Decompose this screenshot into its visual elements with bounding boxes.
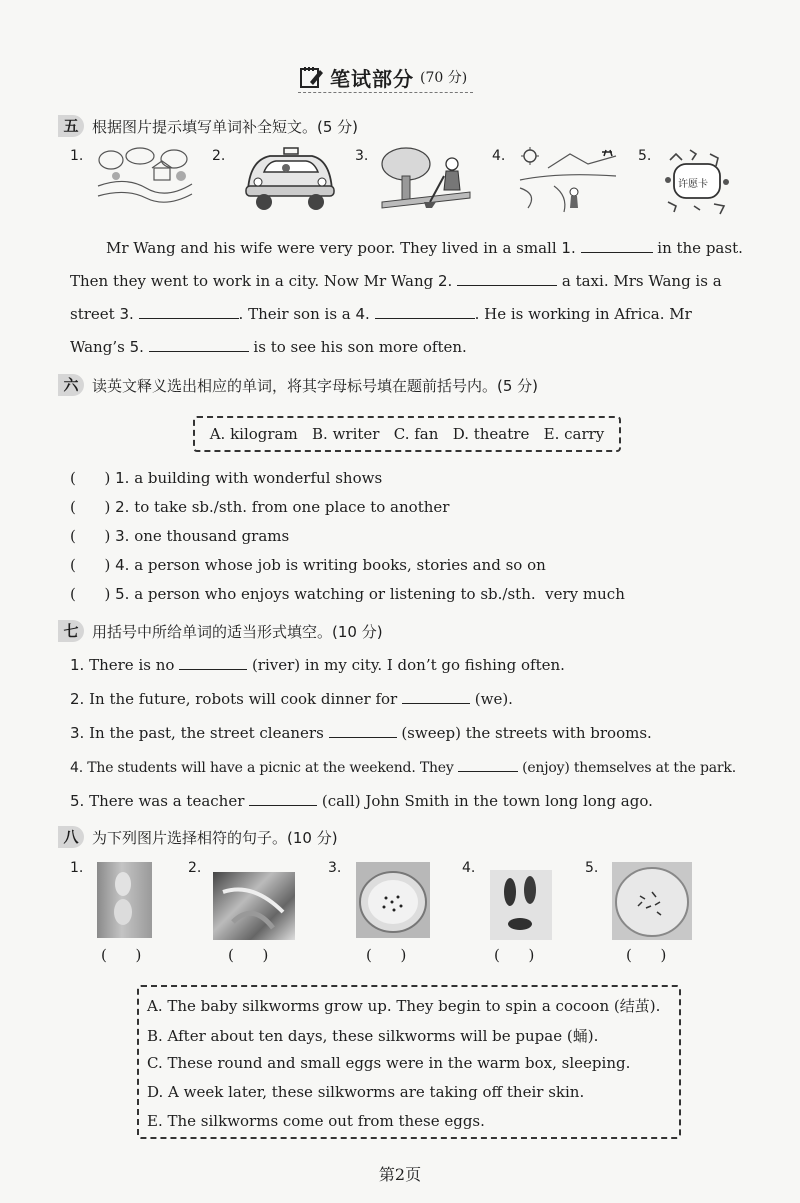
answer-blank[interactable] xyxy=(402,689,470,704)
section-7-instruction: 用括号中所给单词的适当形式填空。(10 分) xyxy=(92,622,383,641)
egg-dish-icon xyxy=(356,862,430,938)
title-score: (70 分) xyxy=(420,70,468,86)
word-options-box xyxy=(193,416,621,452)
list-item: 1. There is no (river) in my city. I don’t go fishing often. xyxy=(70,656,565,674)
answer-blank[interactable] xyxy=(179,655,247,670)
sentence-option: A. The baby silkworms grow up. They begin to spin a cocoon (结茧). xyxy=(147,997,661,1015)
list-item: ( ) 2. to take sb./sth. from one place to another xyxy=(70,498,450,516)
picture-number: 5. xyxy=(638,148,652,164)
answer-paren[interactable]: ( ) xyxy=(101,946,142,964)
list-item: 5. There was a teacher (call) John Smith in the town long long ago. xyxy=(70,792,653,810)
silkworm-photo-2 xyxy=(213,872,295,940)
list-item: 3. In the past, the street cleaners (sweep) the streets with brooms. xyxy=(70,724,652,742)
page-number: 第2页 xyxy=(378,1165,422,1184)
picture-number: 1. xyxy=(70,148,84,164)
silkworm-photo-1 xyxy=(97,862,152,938)
answer-paren[interactable]: ( ) xyxy=(70,498,111,516)
passage-line: street 3. . Their son is a 4. . He is working in Africa. Mr xyxy=(70,305,692,323)
section-6-header xyxy=(58,374,538,396)
word-options: A. kilogram B. writer C. fan D. theatre E. carry xyxy=(209,425,605,443)
passage-line: Mr Wang and his wife were very poor. They lived in a small 1. in the past. xyxy=(106,239,743,257)
picture-number: 2. xyxy=(188,860,202,876)
answer-paren[interactable]: ( ) xyxy=(366,946,407,964)
wish-card-label: 许愿卡 xyxy=(678,179,708,190)
section-7-number: 七 xyxy=(58,620,84,642)
answer-paren[interactable]: ( ) xyxy=(70,556,111,574)
answer-blank[interactable] xyxy=(458,757,518,772)
picture-number: 4. xyxy=(492,148,506,164)
section-title xyxy=(298,62,473,93)
picture-number: 5. xyxy=(585,860,599,876)
passage-line: Then they went to work in a city. Now Mr Wang 2. a taxi. Mrs Wang is a xyxy=(70,272,722,290)
answer-blank[interactable] xyxy=(139,304,239,319)
answer-blank[interactable] xyxy=(457,271,557,286)
hatching-worms-icon xyxy=(612,862,692,940)
section-5-number: 五 xyxy=(58,115,84,137)
list-item: ( ) 3. one thousand grams xyxy=(70,527,290,545)
section-7-header xyxy=(58,620,383,642)
picture-number: 2. xyxy=(212,148,226,164)
list-item: 2. In the future, robots will cook dinner for (we). xyxy=(70,690,513,708)
section-6-number: 六 xyxy=(58,374,84,396)
answer-paren[interactable]: ( ) xyxy=(228,946,269,964)
silkworm-photo-5 xyxy=(612,862,692,940)
answer-paren[interactable]: ( ) xyxy=(626,946,667,964)
picture-number: 3. xyxy=(328,860,342,876)
street-cleaner-icon xyxy=(378,146,474,212)
answer-blank[interactable] xyxy=(375,304,475,319)
answer-paren[interactable]: ( ) xyxy=(70,469,111,487)
sentence-option: D. A week later, these silkworms are taking off their skin. xyxy=(147,1083,585,1101)
section-6-instruction: 读英文释义选出相应的单词，将其字母标号填在题前括号内。(5 分) xyxy=(92,376,539,395)
list-item: ( ) 4. a person whose job is writing books, stories and so on xyxy=(70,556,546,574)
section-8-instruction: 为下列图片选择相符的句子。(10 分) xyxy=(92,828,338,847)
answer-paren[interactable]: ( ) xyxy=(70,585,111,603)
list-item: ( ) 5. a person who enjoys watching or listening to sb./sth. very much xyxy=(70,585,625,603)
answer-blank[interactable] xyxy=(149,337,249,352)
answer-blank[interactable] xyxy=(581,238,653,253)
sentence-option: C. These round and small eggs were in the warm box, sleeping. xyxy=(147,1054,631,1072)
cocoon-icon xyxy=(97,862,152,938)
list-item: ( ) 1. a building with wonderful shows xyxy=(70,469,383,487)
answer-paren[interactable]: ( ) xyxy=(494,946,535,964)
africa-landscape-icon xyxy=(518,146,618,214)
taxi-car-icon xyxy=(240,146,340,212)
silkworm-photo-4 xyxy=(490,870,552,940)
answer-paren[interactable]: ( ) xyxy=(70,527,111,545)
leaf-silkworm-icon xyxy=(213,872,295,940)
list-item: 4. The students will have a picnic at the weekend. They (enjoy) themselves at the park. xyxy=(70,757,736,776)
title-text: 笔试部分 xyxy=(330,66,414,91)
section-8-number: 八 xyxy=(58,826,84,848)
pencil-note-icon xyxy=(298,64,324,90)
silkworm-photo-3 xyxy=(356,862,430,938)
sentence-option: E. The silkworms come out from these eggs. xyxy=(147,1112,485,1130)
river-landscape-icon xyxy=(96,146,194,208)
answer-blank[interactable] xyxy=(249,791,317,806)
picture-number: 4. xyxy=(462,860,476,876)
section-8-header xyxy=(58,826,338,848)
section-5-instruction: 根据图片提示填写单词补全短文。(5 分) xyxy=(92,117,359,136)
picture-number: 3. xyxy=(355,148,369,164)
sentence-options-box xyxy=(137,985,681,1139)
passage xyxy=(70,232,750,364)
answer-blank[interactable] xyxy=(329,723,397,738)
sentence-option: B. After about ten days, these silkworms will be pupae (蛹). xyxy=(147,1027,599,1045)
pupae-icon xyxy=(490,870,552,940)
section-5-header xyxy=(58,115,358,137)
passage-line: Wang’s 5. is to see his son more often. xyxy=(70,338,467,356)
picture-number: 1. xyxy=(70,860,84,876)
